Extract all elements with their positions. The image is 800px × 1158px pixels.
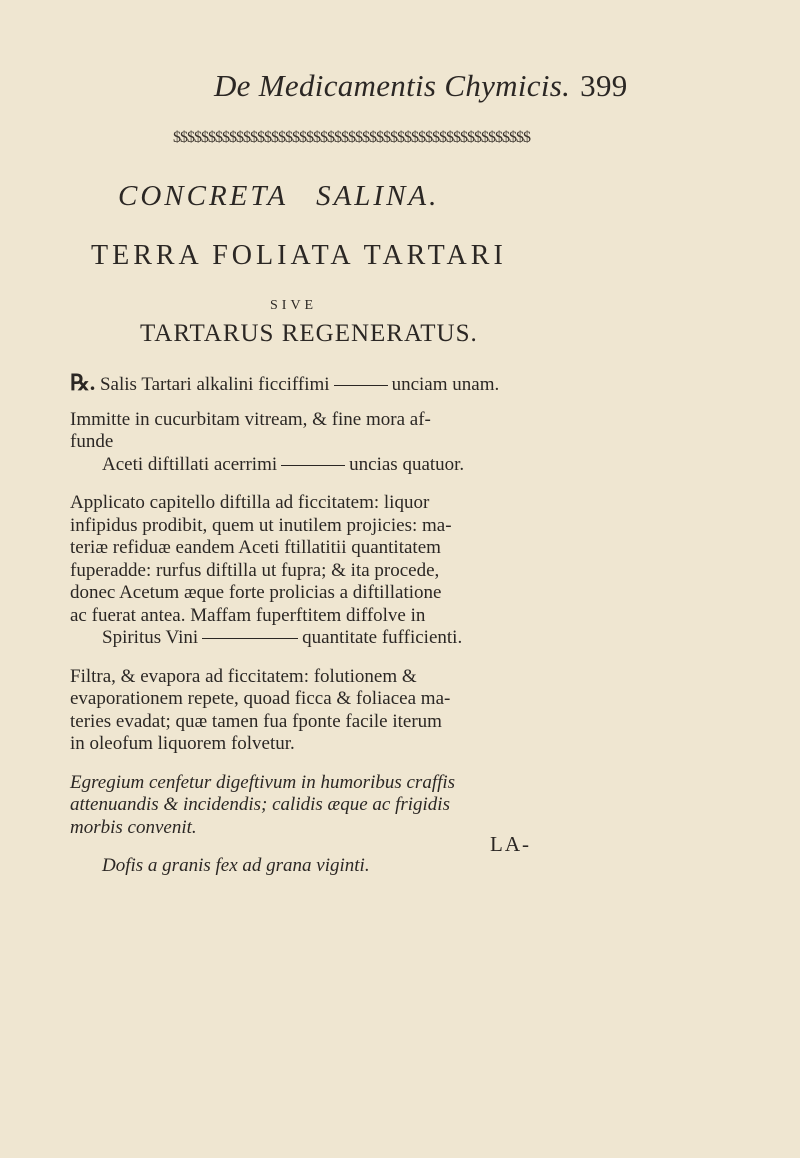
dose-line: Dofis a granis fex ad grana viginti. xyxy=(102,855,370,876)
sub-title: TARTARUS REGENERATUS. xyxy=(140,320,478,347)
section-title-left: CONCRETA xyxy=(118,180,289,212)
paragraph-usage: Egregium cenfetur digeftivum in humoribus craffis attenuandis & incidendis; calidis æque ac frigidis morbis convenit. xyxy=(70,771,456,838)
sive-label: SIVE xyxy=(270,298,318,313)
recipe-line: Immitte in cucurbitam vitream, & fine mora af- xyxy=(70,408,431,430)
recipe-symbol: ℞. xyxy=(70,370,96,395)
catchword: LA- xyxy=(490,832,531,856)
paragraph-procedure: Applicato capitello diftilla ad ficcitatem: liquor infipidus prodibit, quem ut inutilem projicies: ma- teriæ refiduæ eandem Aceti ftillatitii quantitatem fuperadde: rurfus diftilla ut fupra; & ita procede, donec Acetum æque forte prolicias a diftillatione ac fuerat antea. Maffam fuperftitem diffolve in Spiritus Vini quantitate fufficienti. xyxy=(70,492,463,648)
ornament-band: $$$$$$$$$$$$$$$$$$$$$$$$$$$$$$$$$$$$$$$$$$$$$$$$$$$ xyxy=(173,129,530,146)
main-title: TERRA FOLIATA TARTARI xyxy=(91,240,507,271)
recipe-line: funde xyxy=(70,431,114,452)
running-head-title: De Medicamentis Chymicis. xyxy=(214,68,571,103)
running-head xyxy=(214,68,628,104)
paragraph-filtration: Filtra, & evapora ad ficcitatem: folutionem & evaporationem repete, quoad ficca & foliacea ma- teries evadat; quæ tamen fua fponte facile iterum in oleofum liquorem folvetur. xyxy=(70,665,451,754)
body-text xyxy=(70,372,700,878)
section-title-right: SALINA. xyxy=(316,180,440,212)
recipe-line: ℞. Salis Tartari alkalini ficciffimi unciam unam. xyxy=(70,370,500,395)
recipe-line: Aceti diftillati acerrimi uncias quatuor. xyxy=(102,453,465,475)
page-number: 399 xyxy=(580,68,628,103)
section-title xyxy=(118,180,439,213)
